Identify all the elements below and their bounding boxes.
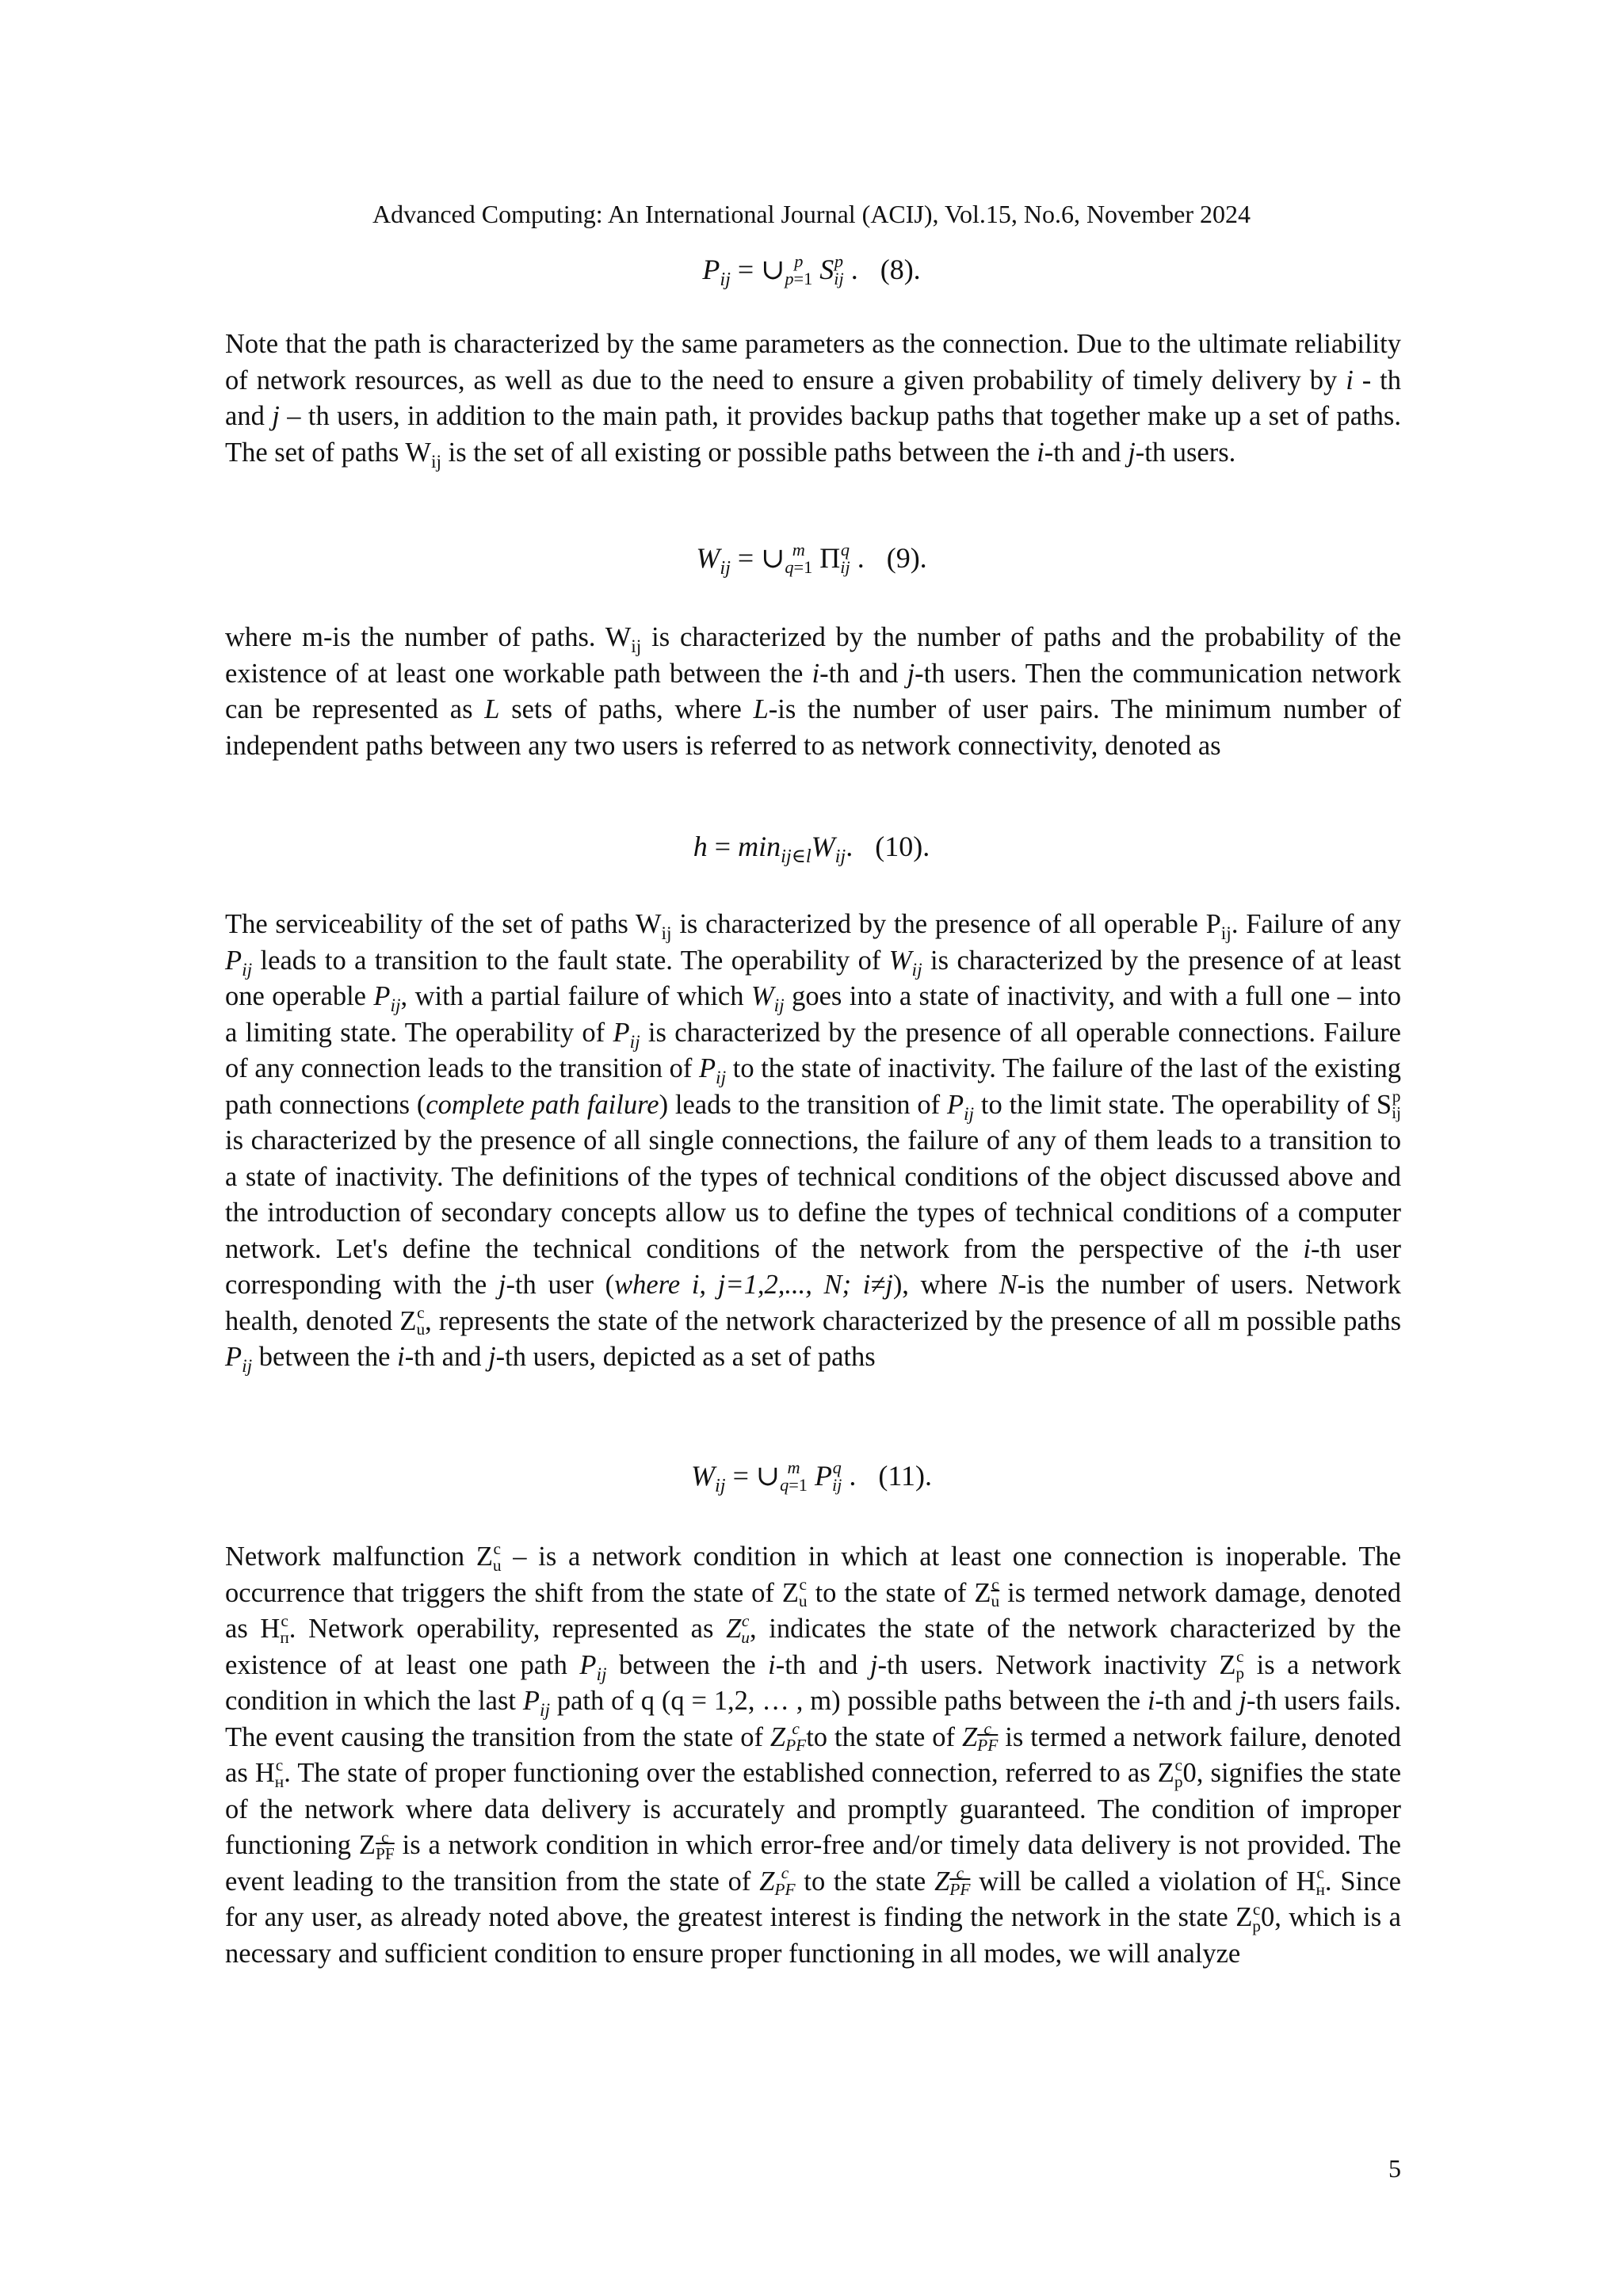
equation-8-tag: (8).: [880, 254, 921, 285]
page-number: 5: [1388, 2154, 1401, 2183]
equation-9-tag: (9).: [886, 542, 927, 574]
equation-10-body: $h = \min_{ij\in l}W_{ij}$.: [693, 831, 854, 868]
equation-11-body: $W_{ij}$ = ∪ m q=1 P q ij .: [690, 1457, 857, 1497]
paragraph-2: where m-is the number of paths. $W_{ij}$ is characterized by the number of paths and the probability of the existence of at least one workable path between the i-th and j-th users. Then the communication network can be represented as L sets of paths, where L-is the number of user pairs. The minimum number of independent paths between any two users is referred to as network connectivity, denoted as: [225, 622, 1402, 761]
equation-8-body: $P_{ij}$ = ∪ p p=1 S p ij .: [702, 250, 858, 291]
paragraph-4: Network malfunction Z c u – is a network condition in which at least one connection is inoperable. The occurrence that triggers the shift from the state of Z c u to the state of Z $\frac{c}{u}$ is termed network damage, denoted as H c п . Network operability, represented as Z c u , indicates the state of the network characterized by the existence of at least one path $P_{ij}$ between the i-th and j-th users. Network inactivity Z c p is a network condition in which the last $P_{ij}$ path of q (q = 1,2, … , m) possible paths between the i-th and j-th users fails. The event causing the transition from the state of Z c PF to the state of Z $\frac{c}{PF}$ is termed a network failure, denoted as H c н . The state of proper functioning over the established connection, referred to as Z c p 0, signifies the state of the network where data delivery is accurately and promptly guaranteed. The condition of improper functioning Z $\frac{c}{PF}$ is a network condition in which error-free and/or timely data delivery is not provided. The event leading to the transition from the state of Z c PF to the state Z $\frac{c}{PF}$ will be called a violation of H c н . Since for any user, as already noted above, the greatest interest is finding the network in the state Z c p 0, which is a necessary and sufficient condition to ensure proper functioning in all modes, we will analyze: [225, 1538, 1402, 1969]
equation-9: [0, 541, 1623, 577]
paragraph-3: The serviceability of the set of paths $W_{ij}$ is characterized by the presence of all operable $P_{ij}$. Failure of any $P_{ij}$ leads to a transition to the fault state. The operability of $W_{ij}$ is characterized by the presence of at least one operable $P_{ij}$, with a partial failure of which $W_{ij}$ goes into a state of inactivity, and with a full one – into a limiting state. The operability of $P_{ij}$ is characterized by the presence of all operable connections. Failure of any connection leads to the transition of $P_{ij}$ to the state of inactivity. The failure of the last of the existing path connections (complete path failure) leads to the transition of $P_{ij}$ to the limit state. The operability of S p ij is characterized by the presence of all single connections, the failure of any of them leads to a transition to a state of inactivity. The definitions of the types of technical conditions of the object discussed above and the introduction of secondary concepts allow us to define the types of technical conditions of a computer network. Let's define the technical conditions of the network from the perspective of the i-th user corresponding with the j-th user (where i, j=1,2,..., N; i≠j), where N-is the number of users. Network health, denoted Z c u , represents the state of the network characterized by the presence of all m possible paths $P_{ij}$ between the i-th and j-th users, depicted as a set of paths: [225, 909, 1402, 1377]
paragraph-1: Note that the path is characterized by the same parameters as the connection. Due to the ultimate reliability of network resources, as well as due to the need to ensure a given probability of timely delivery by i - th and j – th users, in addition to the main path, it provides backup paths that together make up a set of paths. The set of paths $W_{ij}$ is the set of all existing or possible paths between the i-th and j-th users.: [225, 329, 1402, 472]
equation-10-tag: (10).: [875, 831, 930, 862]
equation-10: [0, 829, 1623, 868]
equation-9-body: $W_{ij}$ = ∪ m q=1 Π q ij .: [696, 539, 865, 579]
equation-11-tag: (11).: [878, 1460, 933, 1492]
equation-11: [0, 1458, 1623, 1495]
equation-8: [0, 250, 1623, 291]
running-header: Advanced Computing: An International Journal (ACIJ), Vol.15, No.6, November 2024: [372, 200, 1251, 228]
